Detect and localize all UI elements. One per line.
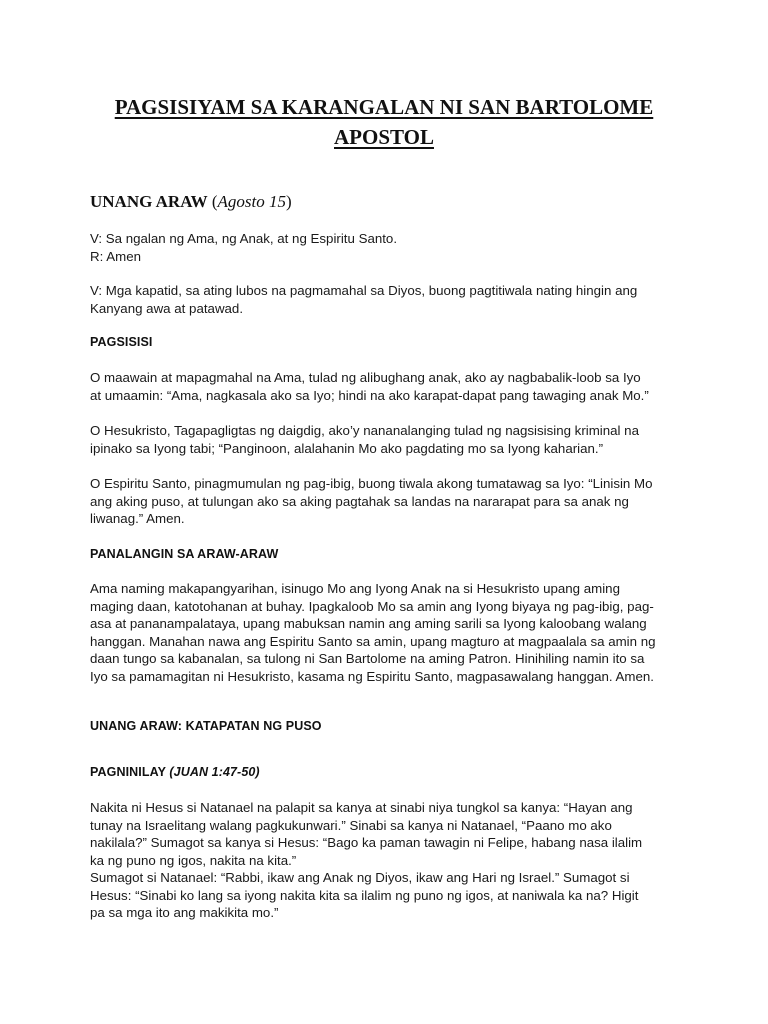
opening-exhortation <box>90 282 690 317</box>
paragraph-line: O Hesukristo, Tagapagligtas ng daigdig, ako’y nananalanging tulad ng nagsisising kriminal na <box>90 423 639 438</box>
paragraph-line: Hesus: “Sinabi ko lang sa iyong nakita kita sa ilalim ng puno ng igos, at naniwala ka na? Higit <box>90 887 639 903</box>
paragraph-line: Ama naming makapangyarihan, isinugo Mo ang Iyong Anak na si Hesukristo upang aming <box>90 581 620 596</box>
paragraph-line: pa sa mga ito ang makikita mo.” <box>90 905 279 920</box>
paragraph-line: ka ng puno ng igos, nakita na kita.” <box>90 852 297 868</box>
versicle-line: V: Sa ngalan ng Ama, ng Anak, at ng Espiritu Santo. <box>90 231 398 246</box>
scripture-reference: (JUAN 1:47-50) <box>169 765 260 779</box>
paragraph-line: Iyo sa pamamagitan ni Hesukristo, kasama ng Espiritu Santo, magpasawalang hanggan. Amen. <box>90 668 654 684</box>
title-line-1: PAGSISIYAM SA KARANGALAN NI SAN BARTOLOME <box>114 95 654 119</box>
paragraph-line: ang aking puso, at tulungan ako sa aking pagtahak sa landas na nararapat para sa anak ng <box>90 493 629 509</box>
panalangin-paragraph <box>90 580 690 685</box>
theme-heading: UNANG ARAW: KATAPATAN NG PUSO <box>90 719 322 733</box>
response-line: R: Amen <box>90 248 141 264</box>
pagsisisi-paragraph-1 <box>90 369 690 404</box>
pagninilay-label: PAGNINILAY <box>90 765 166 779</box>
paragraph-line: Nakita ni Hesus si Natanael na palapit sa kanya at sinabi niya tungkol sa kanya: “Hayan ang <box>90 800 633 815</box>
day-heading-label: UNANG ARAW <box>90 192 208 211</box>
exhortation-line-1: V: Mga kapatid, sa ating lubos na pagmamahal sa Diyos, buong pagtitiwala nating hingin ang <box>90 283 638 298</box>
paragraph-line: daan tungo sa kabanalan, sa tulong ni San Bartolome na aming Patron. Hinihiling namin ito sa <box>90 651 645 666</box>
title-line-2: APOSTOL <box>334 125 434 149</box>
day-heading <box>90 191 292 213</box>
exhortation-line-2: Kanyang awa at patawad. <box>90 300 244 316</box>
pagsisisi-heading: PAGSISISI <box>90 335 153 349</box>
paragraph-line: Sumagot si Natanael: “Rabbi, ikaw ang Anak ng Diyos, ikaw ang Hari ng Israel.” Sumagot si <box>90 870 630 885</box>
day-heading-close-paren: ) <box>286 192 292 211</box>
paragraph-line: at umaamin: “Ama, nagkasala ako sa Iyo; hindi na ako karapat-dapat pang tawaging anak Mo.” <box>90 387 649 403</box>
paragraph-line: tunay na Israelitang walang pagkukunwari.” Sinabi sa kanya ni Natanael, “Paano mo ako <box>90 817 612 833</box>
document-title <box>0 92 768 152</box>
paragraph-line: O maawain at mapagmahal na Ama, tulad ng alibughang anak, ako ay nagbabalik-loob sa Iyo <box>90 370 641 385</box>
pagninilay-paragraph <box>90 799 690 922</box>
day-heading-date: Agosto 15 <box>217 192 286 211</box>
pagninilay-heading <box>90 764 260 781</box>
pagsisisi-paragraph-2 <box>90 422 690 457</box>
pagsisisi-paragraph-3 <box>90 475 690 528</box>
paragraph-line: hanggan. Manahan nawa ang Espiritu Santo sa amin, upang magturo at magpaalala sa amin ng <box>90 633 656 649</box>
paragraph-line: asa at pananampalataya, upang mabuksan namin ang aming sarili sa Iyong kaloobang walang <box>90 616 647 631</box>
paragraph-line: liwanag.” Amen. <box>90 511 185 526</box>
panalangin-heading: PANALANGIN SA ARAW-ARAW <box>90 547 279 561</box>
opening-versicle <box>90 230 690 265</box>
paragraph-line: O Espiritu Santo, pinagmumulan ng pag-ibig, buong tiwala akong tumatawag sa Iyo: “Linisin Mo <box>90 476 653 491</box>
paragraph-line: maging daan, katotohanan at buhay. Ipagkaloob Mo sa amin ang Iyong biyaya ng pag-ibig, pag- <box>90 598 654 614</box>
paragraph-line: ipinako sa Iyong tabi; “Panginoon, alalahanin Mo ako pagdating mo sa Iyong kaharian.” <box>90 440 604 456</box>
day-heading-open-paren: ( <box>207 192 218 211</box>
paragraph-line: nakilala?” Sumagot sa kanya si Hesus: “Bago ka paman tawagin ni Felipe, habang nasa ilalim <box>90 835 643 850</box>
